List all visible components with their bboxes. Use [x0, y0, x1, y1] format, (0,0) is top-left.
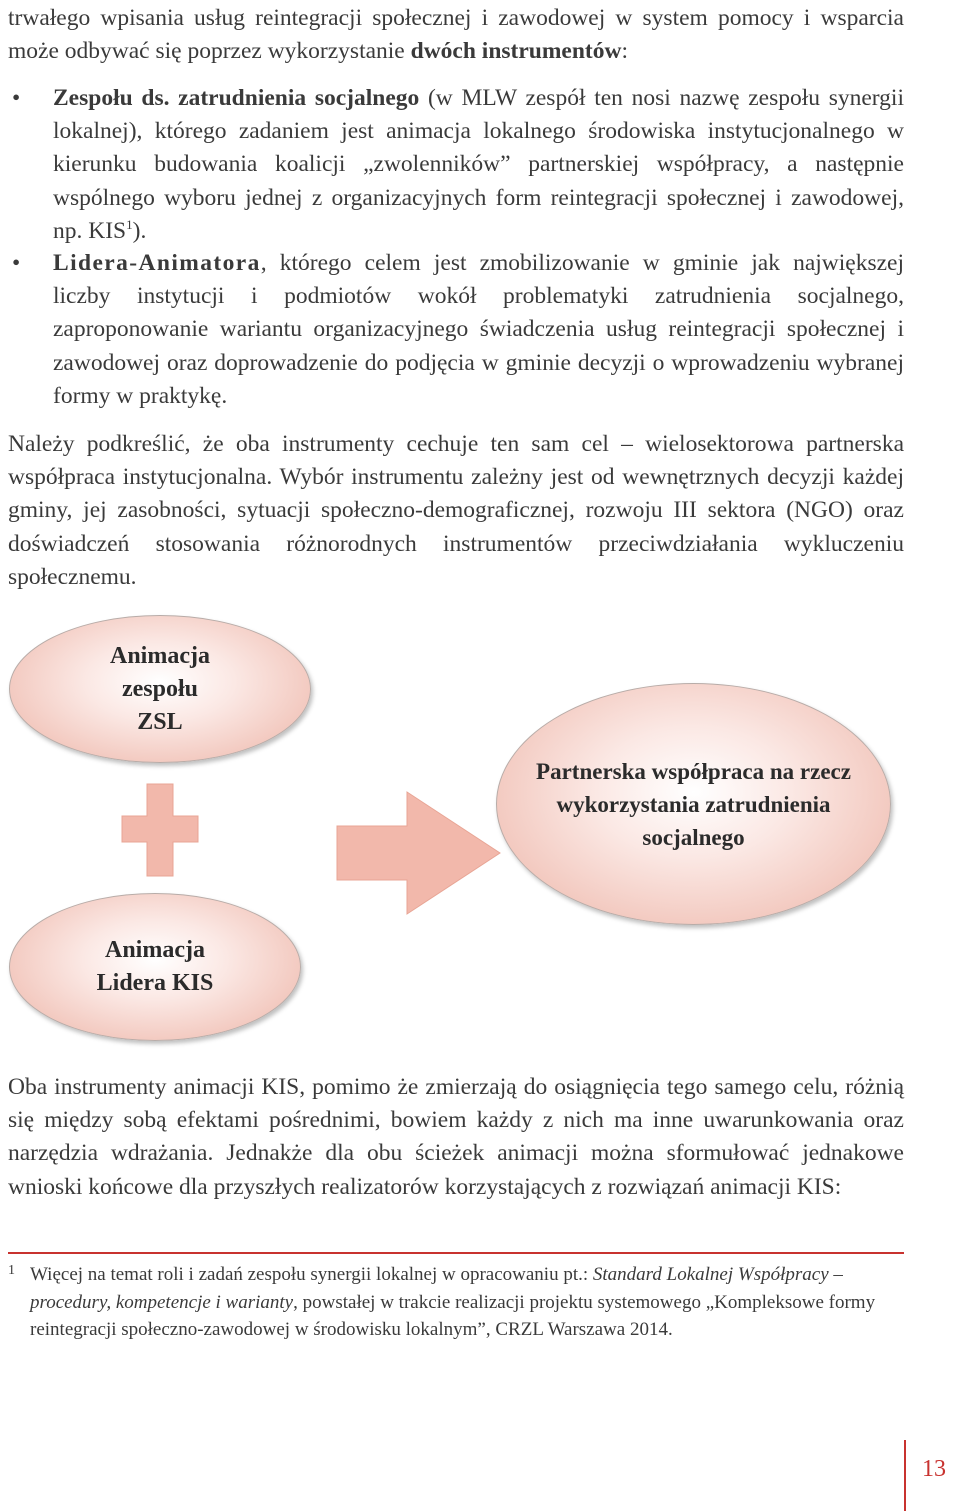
arrow-right-icon	[335, 790, 505, 920]
intro-bold: dwóch instrumentów	[410, 38, 622, 65]
bullet-dot: •	[12, 250, 21, 276]
intro-paragraph	[8, 2, 904, 68]
footnote-mark: 1	[8, 1263, 15, 1278]
bullet-dot: •	[12, 85, 21, 111]
page-number-bar	[904, 1440, 906, 1511]
plus-icon	[120, 780, 200, 880]
bullet-zespol-bold: Zespołu ds. zatrudnienia socjalnego	[53, 85, 420, 111]
footnote-text: Więcej na temat roli i zadań zespołu synergii lokalnej w opracowaniu pt.:	[30, 1264, 593, 1285]
bullet-lider-bold: Lidera-Animatora	[53, 250, 261, 276]
node-animacja-lidera: Animacja Lidera KIS	[9, 893, 301, 1041]
intro-colon: :	[621, 38, 629, 65]
intro-text: trwałego wpisania usług reintegracji społecznej i zawodowej w system pomocy i wsparcia może odbywać się poprzez wykorzystanie	[8, 5, 904, 65]
bullet-lider	[8, 247, 904, 413]
node-animacja-zsl: Animacja zespołu ZSL	[9, 615, 311, 763]
paragraph-wnioski: Oba instrumenty animacji KIS, pomimo że zmierzają do osiągnięcia tego samego celu, różnią się między sobą efektami pośrednimi, bowiem każdy z nich ma inne uwarunkowania oraz narzędzia wdrażania. Jednakże dla obu ścieżek animacji można sformułować jednakowe wnioski końcowe dla przyszłych realizatorów korzystających z rozwiązań animacji KIS:	[8, 1074, 904, 1200]
footnote	[8, 1261, 904, 1344]
bullet-zespol	[8, 82, 904, 248]
bullet-lider-text: , którego celem jest zmobilizowanie w gminie jak największej liczby instytucji i podmiotów wokół problematyki zatrudnienia socjalnego, zaproponowanie wariantu organizacyjnego świadczenia usług reintegracji społecznej i zawodowej oraz doprowadzenie do podjęcia w gminie decyzji o wprowadzeniu wybranej formy w praktykę.	[53, 250, 904, 409]
bullet-zespol-tail: ).	[132, 217, 147, 244]
footnote-text-end: , powstałej w trakcie realizacji projektu systemowego „Kompleksowe formy reintegracji społeczno-zawodowej w środowisku lokalnym”, CRZL Warszawa 2014.	[30, 1291, 876, 1341]
paragraph-cel: Należy podkreślić, że oba instrumenty cechuje ten sam cel – wielosektorowa partnerska współpraca instytucjonalna. Wybór instrumentu zależny jest od wewnętrznych decyzji każdej gminy, jej zasobności, sytuacji społeczno-demograficznej, rozwoju III sektora (NGO) oraz doświadczeń stosowania różnorodnych instrumentów przeciwdziałania wykluczeniu społecznemu.	[8, 431, 904, 590]
bullet-zespol-text: (w MLW zespół ten nosi nazwę zespołu synergii lokalnej), którego zadaniem jest animacja lokalnego środowiska instytucjonalnego w kierunku budowania koalicji „zwolenników” partnerskiej współpracy, a następnie wspólnego wyboru jednej z organizacyjnych form reintegracji społecznej i zawodowej, np. KIS	[53, 85, 904, 244]
footnote-title: Standard Lokalnej Współpracy – procedury, kompetencje i warianty	[30, 1264, 843, 1313]
footnote-separator	[8, 1252, 904, 1254]
node-partnerska-wspolpraca: Partnerska współpraca na rzecz wykorzystania zatrudnienia socjalnego	[496, 683, 891, 925]
footnote-ref[interactable]: 1	[126, 216, 133, 232]
page-number: 13	[922, 1456, 946, 1482]
